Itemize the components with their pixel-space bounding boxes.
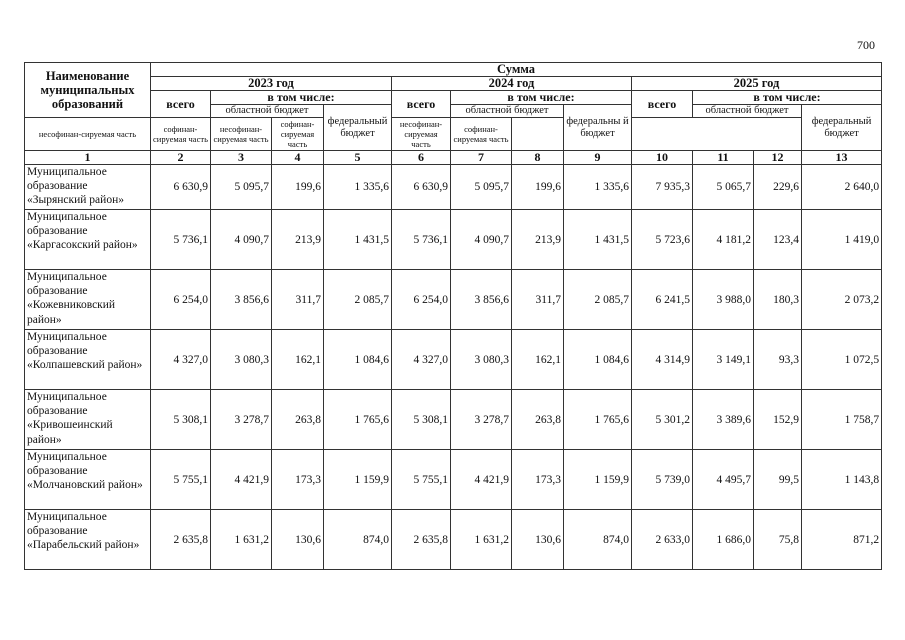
table-cell: 1 159,9: [564, 450, 632, 510]
table-cell: 213,9: [272, 210, 324, 270]
table-cell: 5 301,2: [632, 390, 693, 450]
municipality-name: Муниципальное образование «Кожевниковский район»: [25, 270, 151, 330]
table-cell: 3 080,3: [211, 330, 272, 390]
column-number: 3: [211, 151, 272, 165]
column-number: 9: [564, 151, 632, 165]
column-number: 7: [451, 151, 512, 165]
federal-budget-header-2023: федеральный бюджет: [324, 105, 392, 151]
table-cell: 2 635,8: [392, 510, 451, 570]
table-cell: 1 335,6: [324, 165, 392, 210]
table-cell: 4 090,7: [211, 210, 272, 270]
table-cell: 2 073,2: [802, 270, 882, 330]
table-cell: 1 335,6: [564, 165, 632, 210]
table-row: [25, 450, 882, 510]
municipality-name: Муниципальное образование «Кривошеинский район»: [25, 390, 151, 450]
table-cell: 2 085,7: [324, 270, 392, 330]
table-cell: 152,9: [754, 390, 802, 450]
table-cell: 263,8: [272, 390, 324, 450]
table-cell: 4 495,7: [693, 450, 754, 510]
table-cell: 75,8: [754, 510, 802, 570]
municipality-name: Муниципальное образование «Зырянский район»: [25, 165, 151, 210]
table-cell: 874,0: [324, 510, 392, 570]
table-cell: 263,8: [512, 390, 564, 450]
table-cell: 5 095,7: [451, 165, 512, 210]
table-cell: 3 856,6: [451, 270, 512, 330]
non-cofinanced-header-2025: несофинан-сируемая часть: [392, 118, 451, 151]
table-cell: 6 254,0: [392, 270, 451, 330]
municipality-name: Муниципальное образование «Парабельский район»: [25, 510, 151, 570]
table-cell: 871,2: [802, 510, 882, 570]
column-number: 13: [802, 151, 882, 165]
table-cell: 1 072,5: [802, 330, 882, 390]
column-number: 5: [324, 151, 392, 165]
table-cell: 130,6: [512, 510, 564, 570]
table-cell: 1 431,5: [324, 210, 392, 270]
table-cell: 3 149,1: [693, 330, 754, 390]
table-row: [25, 270, 882, 330]
table-cell: 1 686,0: [693, 510, 754, 570]
table-cell: 229,6: [754, 165, 802, 210]
page-number: 700: [857, 38, 875, 52]
year-2023-header: 2023 год: [151, 77, 392, 91]
table-cell: 1 631,2: [451, 510, 512, 570]
table-row: [25, 390, 882, 450]
table-cell: 173,3: [512, 450, 564, 510]
table-cell: 4 327,0: [151, 330, 211, 390]
table-cell: 3 988,0: [693, 270, 754, 330]
including-header-2025: в том числе:: [693, 91, 882, 105]
non-cofinanced-header-2024: несофинан-сируемая часть: [211, 118, 272, 151]
table-cell: 5 755,1: [392, 450, 451, 510]
table-cell: 6 241,5: [632, 270, 693, 330]
total-header-2023: всего: [151, 91, 211, 118]
table-cell: 6 254,0: [151, 270, 211, 330]
table-cell: 199,6: [272, 165, 324, 210]
year-2024-header: 2024 год: [392, 77, 632, 91]
cofinanced-header-2023: софинан-сируемая часть: [151, 118, 211, 151]
table-cell: 3 080,3: [451, 330, 512, 390]
regional-budget-header-2024: областной бюджет: [451, 105, 564, 118]
budget-table: [24, 62, 882, 570]
municipality-name: Муниципальное образование «Колпашевский район»: [25, 330, 151, 390]
table-cell: 6 630,9: [392, 165, 451, 210]
table-cell: 3 278,7: [451, 390, 512, 450]
table-cell: 4 421,9: [211, 450, 272, 510]
table-row: [25, 510, 882, 570]
non-cofinanced-header-2023: несофинан-сируемая часть: [25, 118, 151, 151]
table-cell: 1 631,2: [211, 510, 272, 570]
table-cell: 1 765,6: [324, 390, 392, 450]
table-cell: 123,4: [754, 210, 802, 270]
table-cell: 4 327,0: [392, 330, 451, 390]
table-cell: 213,9: [512, 210, 564, 270]
table-cell: 162,1: [512, 330, 564, 390]
table-cell: 1 159,9: [324, 450, 392, 510]
table-cell: 4 181,2: [693, 210, 754, 270]
table-cell: 3 389,6: [693, 390, 754, 450]
cofinanced-header-2025: софинан-сируемая часть: [451, 118, 512, 151]
regional-budget-header-2025: областной бюджет: [693, 105, 802, 118]
table-row: [25, 165, 882, 210]
table-cell: 2 635,8: [151, 510, 211, 570]
including-header-2024: в том числе:: [451, 91, 632, 105]
table-cell: 3 856,6: [211, 270, 272, 330]
table-cell: 1 143,8: [802, 450, 882, 510]
table-cell: 2 640,0: [802, 165, 882, 210]
table-cell: 5 755,1: [151, 450, 211, 510]
table-cell: 130,6: [272, 510, 324, 570]
total-header-2025: всего: [632, 91, 693, 118]
column-number: 2: [151, 151, 211, 165]
cofinanced-header-2024: софинан-сируемая часть: [272, 118, 324, 151]
table-cell: 4 421,9: [451, 450, 512, 510]
table-cell: 5 736,1: [151, 210, 211, 270]
table-cell: 1 431,5: [564, 210, 632, 270]
table-cell: 7 935,3: [632, 165, 693, 210]
total-header-2024: всего: [392, 91, 451, 118]
table-cell: 5 095,7: [211, 165, 272, 210]
table-cell: 5 308,1: [392, 390, 451, 450]
table-cell: 2 633,0: [632, 510, 693, 570]
table-cell: 5 065,7: [693, 165, 754, 210]
municipality-name: Муниципальное образование «Молчановский район»: [25, 450, 151, 510]
table-cell: 93,3: [754, 330, 802, 390]
column-number: 11: [693, 151, 754, 165]
table-row: [25, 330, 882, 390]
federal-budget-header-2025: федеральный бюджет: [802, 105, 882, 151]
sum-header: Сумма: [151, 63, 882, 77]
table-row: [25, 210, 882, 270]
table-cell: 2 085,7: [564, 270, 632, 330]
table-cell: 1 084,6: [324, 330, 392, 390]
table-cell: 1 758,7: [802, 390, 882, 450]
table-cell: 5 308,1: [151, 390, 211, 450]
table-cell: 874,0: [564, 510, 632, 570]
table-cell: 1 419,0: [802, 210, 882, 270]
federal-budget-header-2024: федеральны й бюджет: [564, 105, 632, 151]
table-cell: 5 736,1: [392, 210, 451, 270]
table-body: [25, 165, 882, 570]
table-cell: 199,6: [512, 165, 564, 210]
table-cell: 1 084,6: [564, 330, 632, 390]
column-number: 8: [512, 151, 564, 165]
table-cell: 6 630,9: [151, 165, 211, 210]
column-number: 12: [754, 151, 802, 165]
table-cell: 173,3: [272, 450, 324, 510]
regional-budget-header-2023: областной бюджет: [211, 105, 324, 118]
column-number: 4: [272, 151, 324, 165]
table-cell: 5 723,6: [632, 210, 693, 270]
column-number: 1: [25, 151, 151, 165]
table-cell: 180,3: [754, 270, 802, 330]
table-cell: 4 090,7: [451, 210, 512, 270]
table-cell: 5 739,0: [632, 450, 693, 510]
table-cell: 3 278,7: [211, 390, 272, 450]
table-cell: 162,1: [272, 330, 324, 390]
year-2025-header: 2025 год: [632, 77, 882, 91]
table-cell: 311,7: [272, 270, 324, 330]
municipality-name: Муниципальное образование «Каргасокский район»: [25, 210, 151, 270]
table-cell: 1 765,6: [564, 390, 632, 450]
table-cell: 311,7: [512, 270, 564, 330]
including-header-2023: в том числе:: [211, 91, 392, 105]
column-number: 6: [392, 151, 451, 165]
table-cell: 99,5: [754, 450, 802, 510]
column-number: 10: [632, 151, 693, 165]
table-cell: 4 314,9: [632, 330, 693, 390]
municipality-header: Наименование муниципальных образований: [25, 63, 151, 118]
